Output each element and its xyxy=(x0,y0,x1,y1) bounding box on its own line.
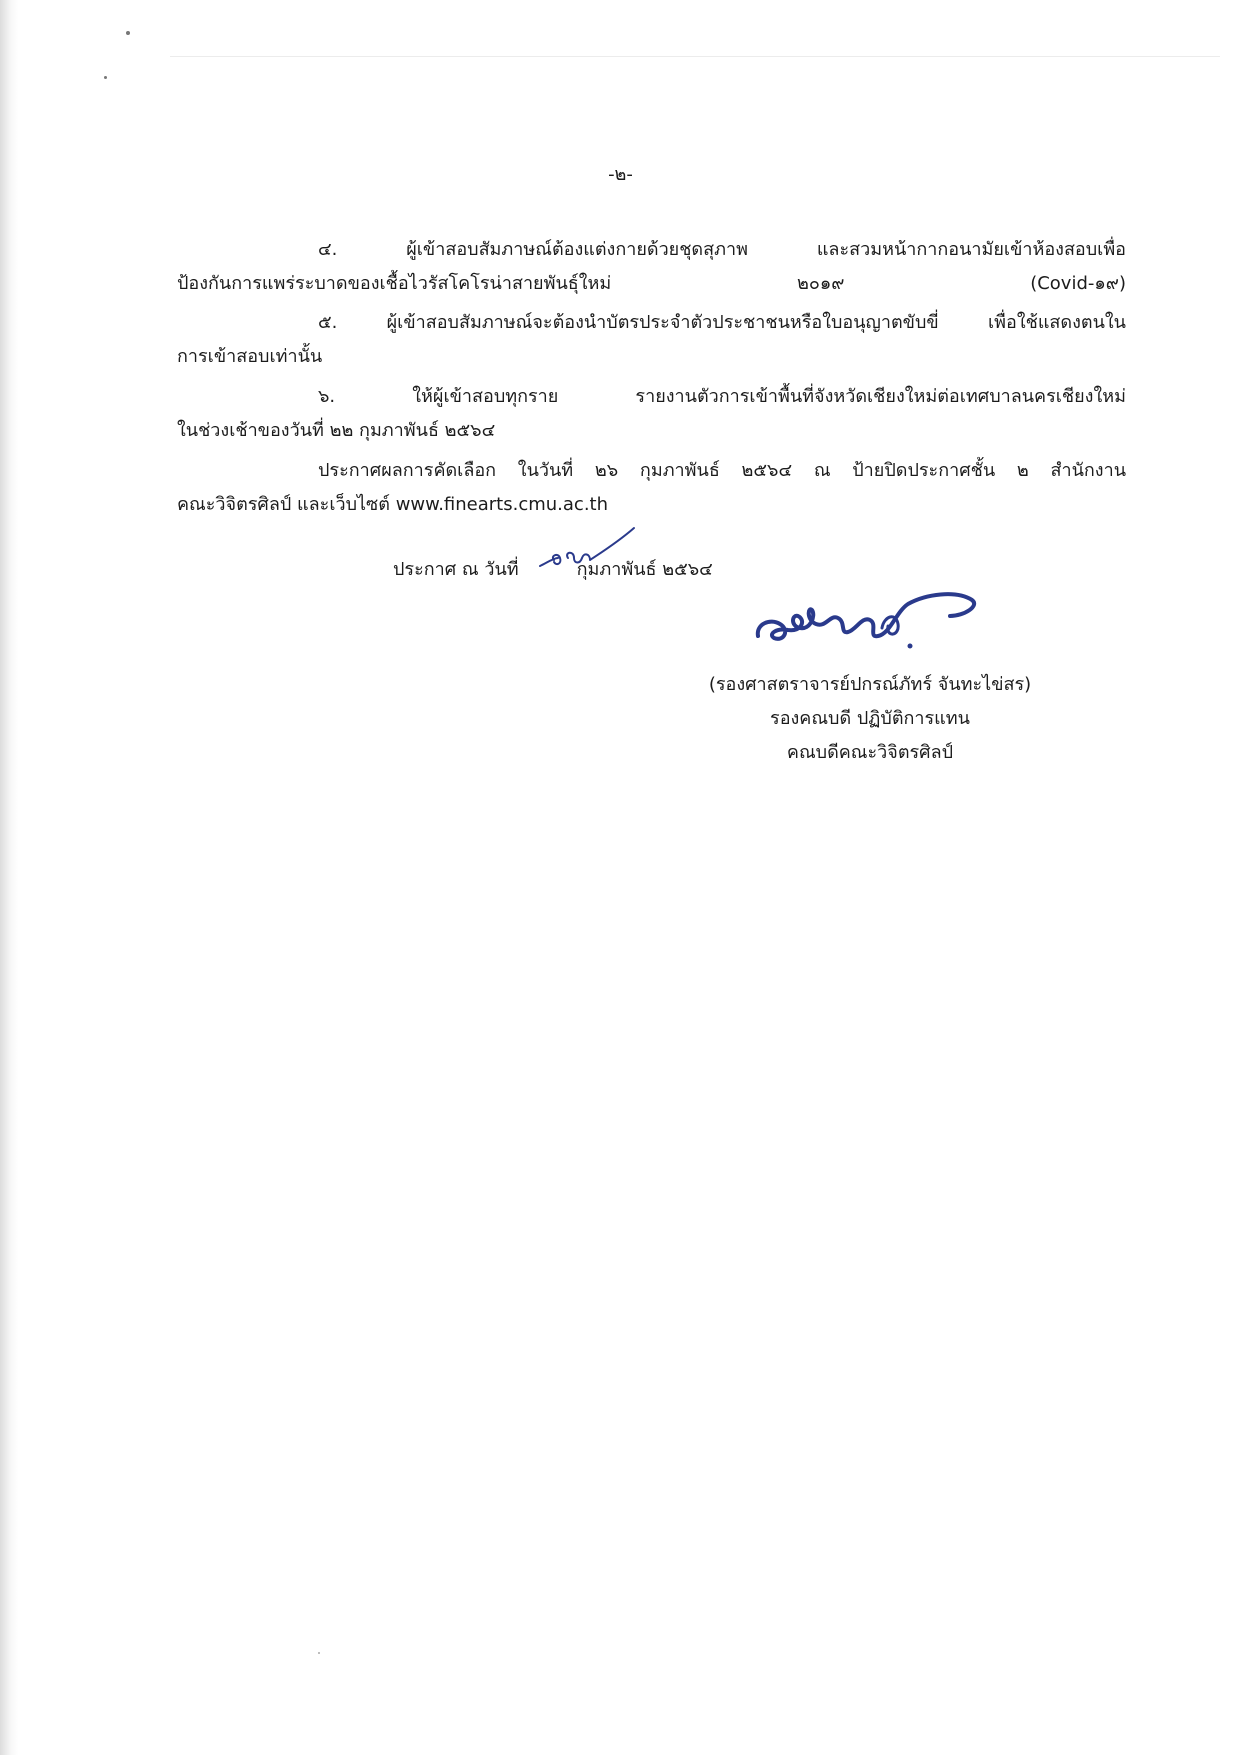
paragraph-5-line-2: การเข้าสอบเท่านั้น xyxy=(177,346,323,367)
date-month-year: กุมภาพันธ์ ๒๕๖๔ xyxy=(576,559,713,580)
scan-speck xyxy=(104,76,107,79)
scan-top-line xyxy=(170,56,1220,57)
scan-shadow-edge xyxy=(0,0,18,1755)
handwritten-day xyxy=(538,522,638,572)
signatory-office: คณบดีคณะวิจิตรศิลป์ xyxy=(786,742,954,763)
signature-mark xyxy=(750,576,990,656)
paragraph-6-line-2: ในช่วงเช้าของวันที่ ๒๒ กุมภาพันธ์ ๒๕๖๔ xyxy=(177,420,496,441)
paragraph-4-line-2: ป้องกันการแพร่ระบาดของเชื้อไวรัสโคโรน่าสายพันธุ์ใหม่ ๒๐๑๙ (Covid-๑๙) xyxy=(177,273,1126,294)
scan-speck xyxy=(318,1652,320,1654)
paragraph-5-line-1: ๕. ผู้เข้าสอบสัมภาษณ์จะต้องนำบัตรประจำตัวประชาชนหรือใบอนุญาตขับขี่ เพื่อใช้แสดงตนใน xyxy=(318,312,1126,333)
page-number: -๒- xyxy=(608,164,633,185)
paragraph-7-line-1: ประกาศผลการคัดเลือก ในวันที่ ๒๖ กุมภาพันธ์ ๒๕๖๔ ณ ป้ายปิดประกาศชั้น ๒ สำนักงาน xyxy=(318,460,1126,481)
paragraph-4-line-1: ๔. ผู้เข้าสอบสัมภาษณ์ต้องแต่งกายด้วยชุดสุภาพ และสวมหน้ากากอนามัยเข้าห้องสอบเพื่อ xyxy=(318,239,1126,260)
date-prefix: ประกาศ ณ วันที่ xyxy=(393,559,519,580)
signatory-name: (รองศาสตราจารย์ปกรณ์ภัทร์ จันทะไข่สร) xyxy=(708,674,1032,695)
paragraph-7-line-2: คณะวิจิตรศิลป์ และเว็บไซต์ www.finearts.cmu.ac.th xyxy=(177,494,609,515)
scan-speck xyxy=(126,31,130,35)
paragraph-6-line-1: ๖. ให้ผู้เข้าสอบทุกราย รายงานตัวการเข้าพื้นที่จังหวัดเชียงใหม่ต่อเทศบาลนครเชียงใหม่ xyxy=(318,386,1126,407)
signatory-position: รองคณบดี ปฏิบัติการแทน xyxy=(770,708,970,729)
